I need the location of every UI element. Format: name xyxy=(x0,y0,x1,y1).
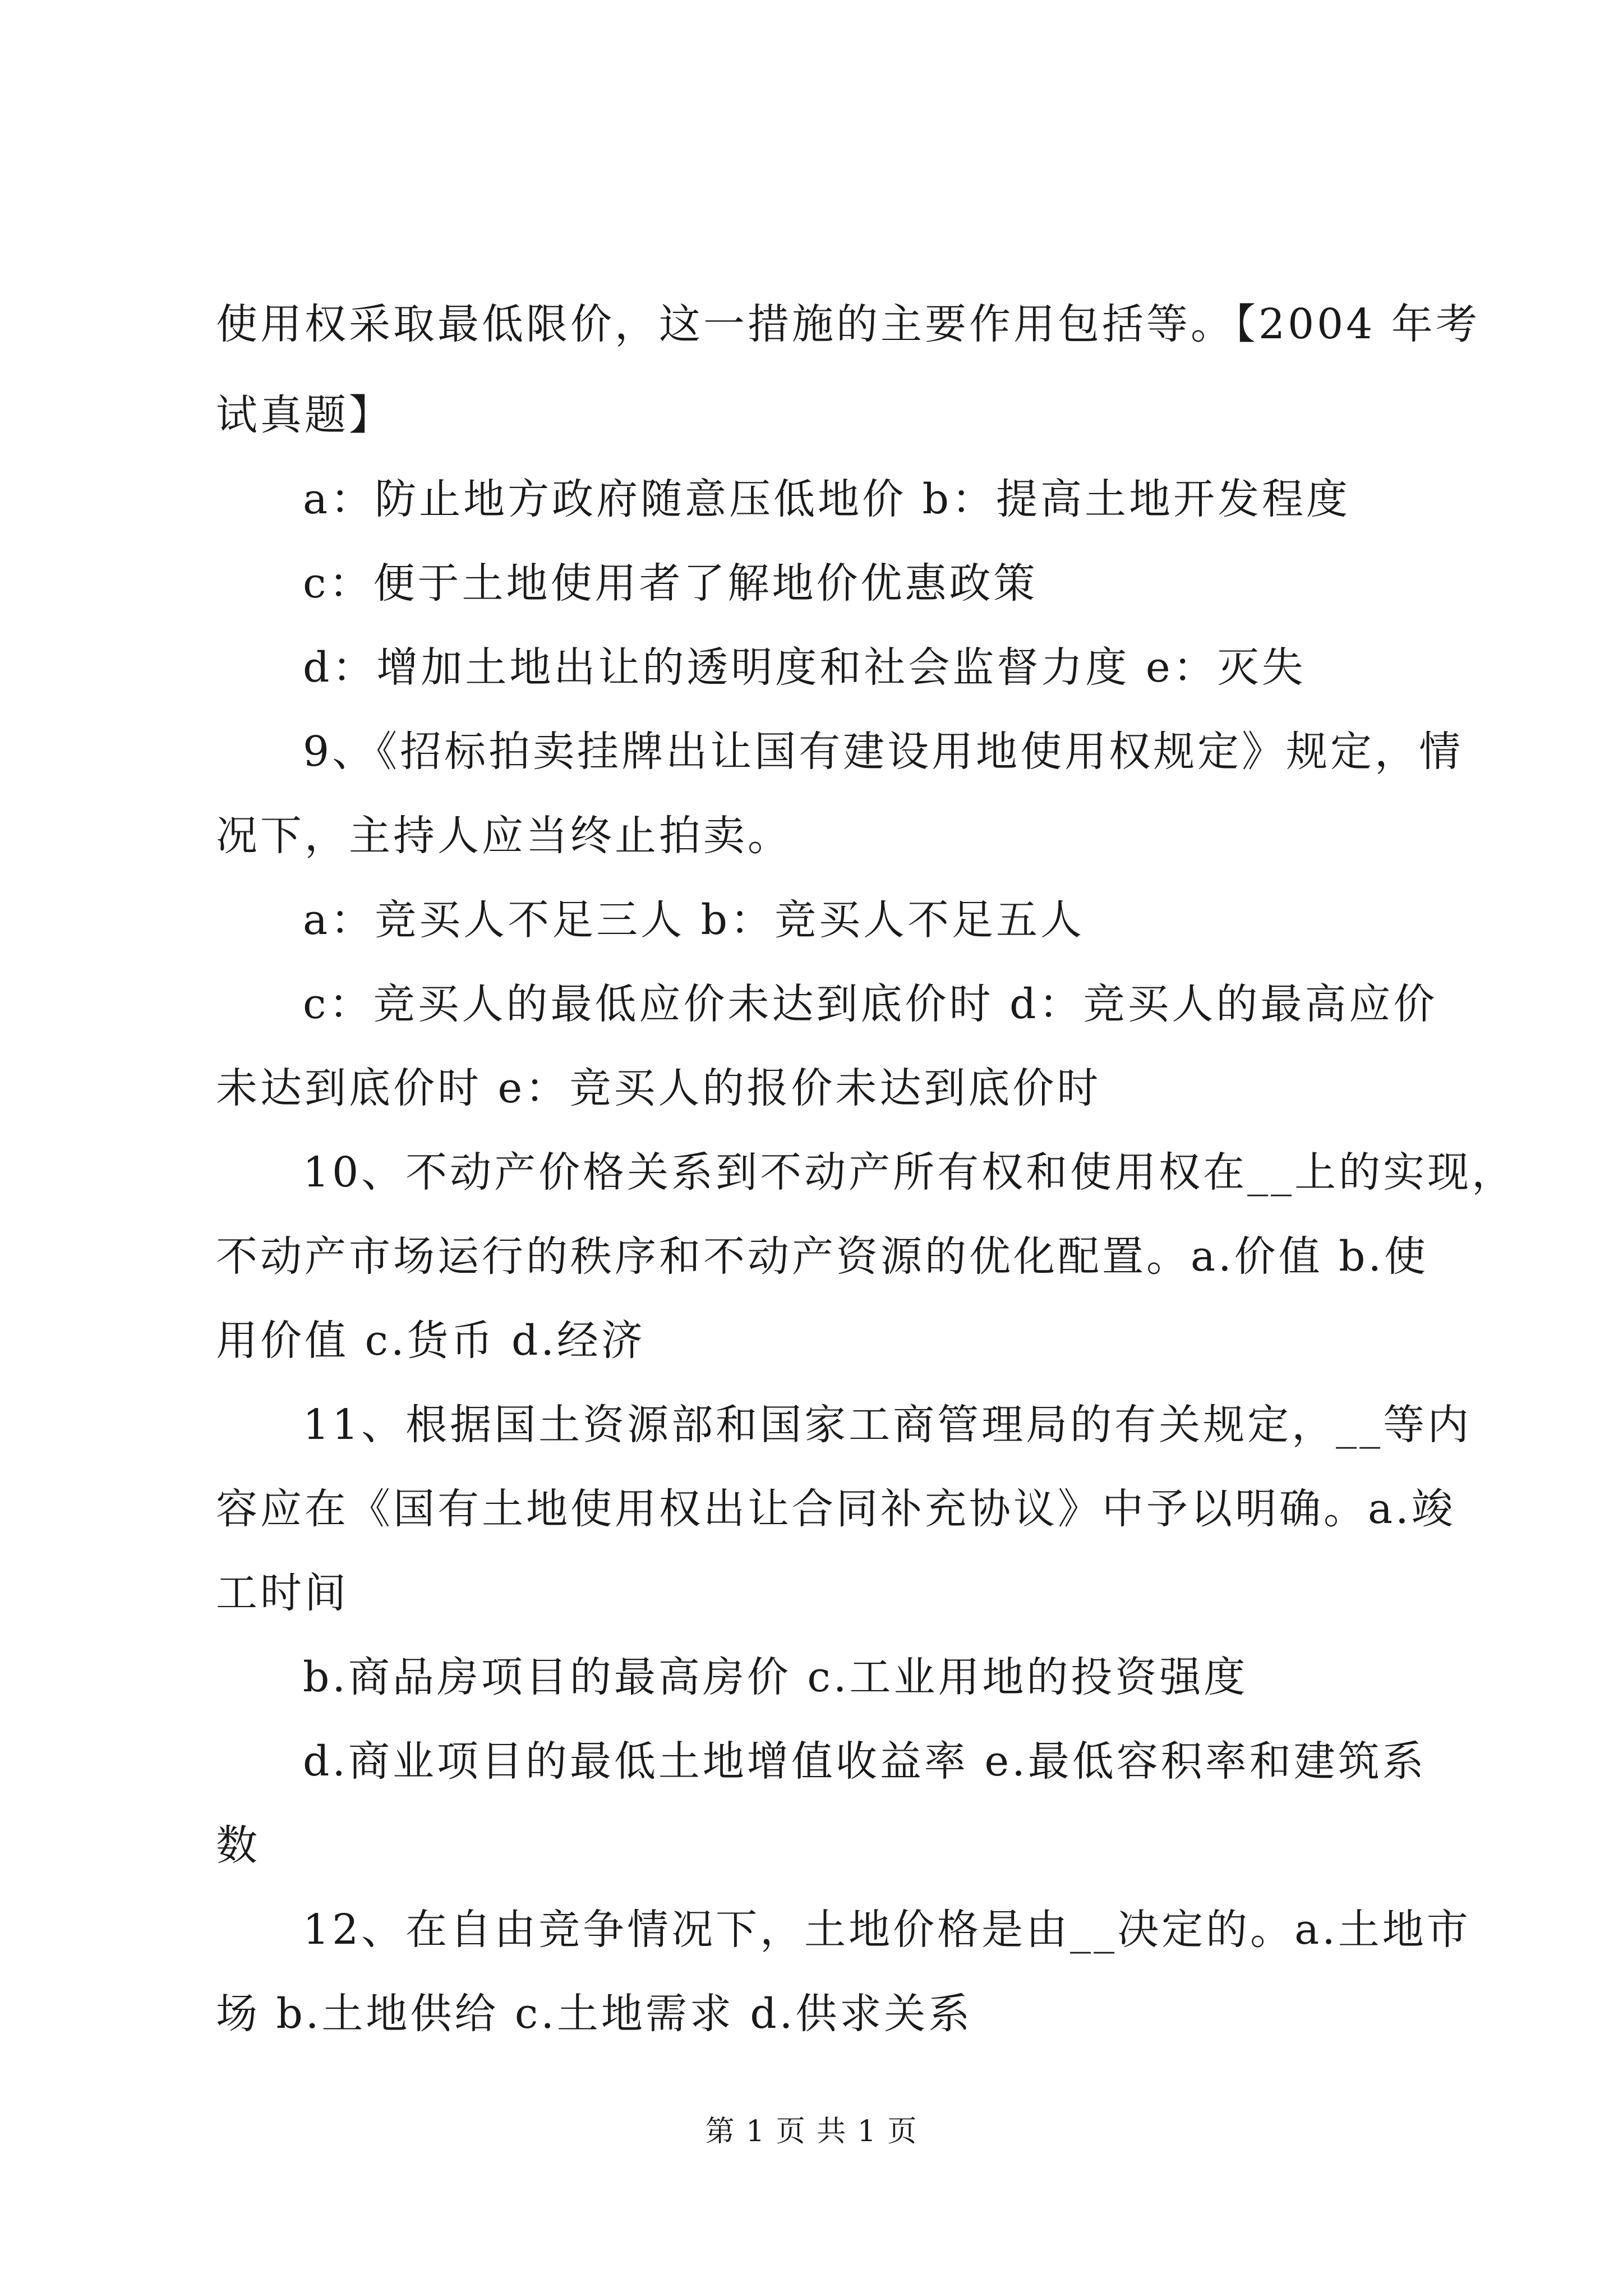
text-line: 数 xyxy=(216,1821,260,1870)
text-line: 用价值 c.货币 d.经济 xyxy=(216,1317,645,1365)
text-line: 使用权采取最低限价，这一措施的主要作用包括等。【2004 年考 xyxy=(216,300,1480,348)
option-line: c：竞买人的最低应价未达到底价时 d：竞买人的最高应价 xyxy=(303,980,1438,1028)
question-line: 12、在自由竞争情况下，土地价格是由__决定的。a.土地市 xyxy=(303,1906,1471,1954)
text-line: 不动产市场运行的秩序和不动产资源的优化配置。a.价值 b.使 xyxy=(216,1232,1429,1281)
text-line: 试真题】 xyxy=(216,391,393,439)
question-line: 9、《招标拍卖挂牌出让国有建设用地使用权规定》规定，情 xyxy=(303,728,1464,776)
text-line: 工时间 xyxy=(216,1569,349,1617)
text-line: 容应在《国有土地使用权出让合同补充协议》中予以明确。a.竣 xyxy=(216,1485,1456,1533)
option-line: d：增加土地出让的透明度和社会监督力度 e：灭失 xyxy=(303,643,1306,692)
text-line: 况下，主持人应当终止拍卖。 xyxy=(216,812,792,860)
page-number-footer: 第 1 页 共 1 页 xyxy=(705,2115,918,2148)
text-line: 场 b.土地供给 c.土地需求 d.供求关系 xyxy=(216,1990,973,2038)
option-line: c：便于土地使用者了解地价优惠政策 xyxy=(303,559,1038,608)
option-line: a：防止地方政府随意压低地价 b：提高土地开发程度 xyxy=(303,475,1351,523)
question-line: 11、根据国土资源部和国家工商管理局的有关规定，__等内 xyxy=(303,1401,1472,1449)
question-line: 10、不动产价格关系到不动产所有权和使用权在__上的实现， xyxy=(303,1148,1516,1197)
option-line: a：竞买人不足三人 b：竞买人不足五人 xyxy=(303,896,1085,944)
option-line: d.商业项目的最低土地增值收益率 e.最低容积率和建筑系 xyxy=(303,1737,1427,1786)
option-line: b.商品房项目的最高房价 c.工业用地的投资强度 xyxy=(303,1653,1248,1701)
text-line: 未达到底价时 e：竞买人的报价未达到底价时 xyxy=(216,1064,1101,1112)
